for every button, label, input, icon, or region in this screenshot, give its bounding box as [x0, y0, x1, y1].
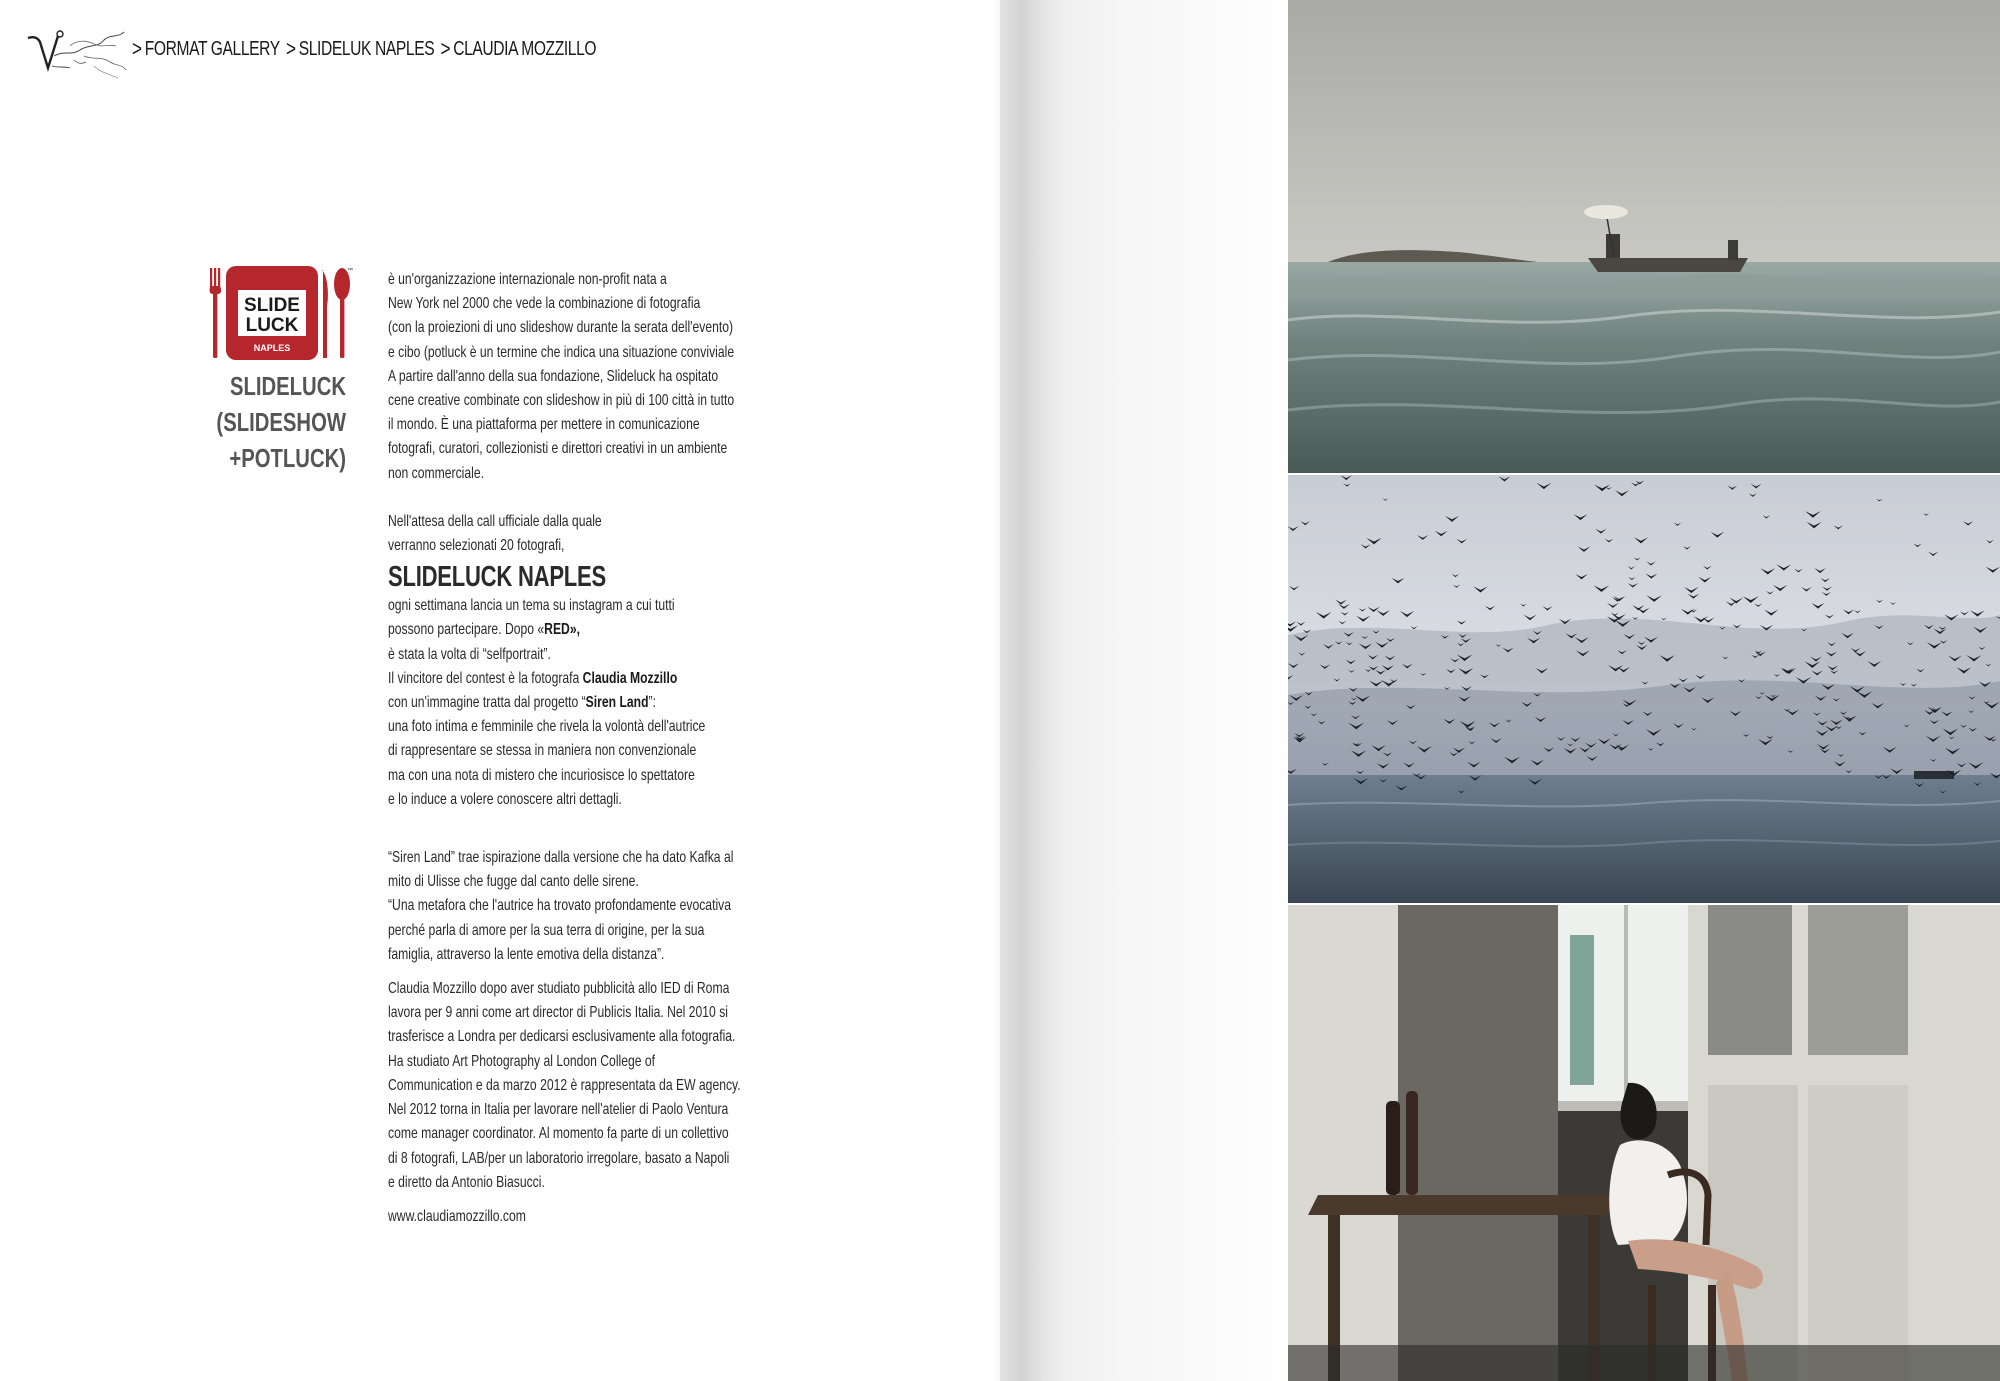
project-name: Siren Land [585, 694, 649, 712]
bio-line: come manager coordinator. Al momento fa parte di un collettivo [388, 1125, 729, 1143]
bio-line: Claudia Mozzillo dopo aver studiato pubblicità allo IED di Roma [388, 980, 730, 998]
bio-line: lavora per 9 anni come art director di Publicis Italia. Nel 2010 si [388, 1004, 728, 1022]
breadcrumb-separator: > [132, 36, 142, 61]
breadcrumb-item-slideluk-naples[interactable]: SLIDELUK NAPLES [298, 37, 435, 60]
contest-line: è stata la volta di “selfportrait”. [388, 645, 551, 663]
breadcrumb-item-format-gallery[interactable]: FORMAT GALLERY [144, 37, 280, 60]
contest-line: una foto intima e femminile che rivela la volontà dell'autrice [388, 718, 706, 736]
slideluck-heading-line: +POTLUCK) [229, 443, 346, 473]
bio-line: Ha studiato Art Photography al London College of [388, 1052, 656, 1070]
intro-line: il mondo. È una piattaforma per mettere in comunicazione [388, 416, 700, 434]
breadcrumb [132, 36, 602, 62]
contest-line: con un'immagine tratta dal progetto “Siren Land”: [388, 694, 656, 712]
intro-line: è un'organizzazione internazionale non-profit nata a [388, 271, 667, 288]
slideluck-logo-tm: ™ [347, 268, 353, 274]
contest-line: ogni settimana lancia un tema su instagram a cui tutti [388, 597, 675, 615]
contest-line: e lo induce a volere conoscere altri dettagli. [388, 790, 622, 808]
siren-line: famiglia, attraverso la lente emotiva della distanza”. [388, 945, 665, 963]
slideluck-logo [208, 266, 356, 362]
slideluck-logo-line1: SLIDE [244, 295, 300, 316]
bio-line: e diretto da Antonio Biasucci. [388, 1173, 545, 1191]
page-gutter [992, 0, 1066, 1381]
intro-line: non commerciale. [388, 464, 484, 482]
website-link[interactable]: www.claudiamozzillo.com [388, 1207, 526, 1225]
breadcrumb-separator: > [285, 36, 296, 61]
slideluck-heading-line: SLIDELUCK [229, 371, 346, 401]
call-line: verranno selezionati 20 fotografi, [388, 537, 565, 555]
subhead-slideluck-naples: SLIDELUCK NAPLES [388, 561, 607, 594]
intro-line: A partire dall'anno della sua fondazione, Slideluck ha ospitato [388, 367, 719, 385]
article-body [388, 268, 798, 1229]
bio-line: Nel 2012 torna in Italia per lavorare nell'atelier di Paolo Ventura [388, 1101, 729, 1119]
intro-line: New York nel 2000 che vede la combinazione di fotografia [388, 295, 701, 313]
winner-name: Claudia Mozzillo [582, 669, 678, 687]
bio-line: Communication e da marzo 2012 è rappresentata da EW agency. [388, 1076, 741, 1094]
contest-line: di rappresentare se stessa in maniera non convenzionale [388, 742, 697, 760]
slideluck-heading-line: (SLIDESHOW [216, 407, 346, 437]
photo-birds-sea [1288, 475, 2000, 903]
red-theme: RED», [544, 621, 580, 639]
photo-sea-boat [1288, 0, 2000, 473]
contest-line: possono partecipare. Dopo «RED», [388, 621, 580, 639]
intro-line: (con la proiezioni di uno slideshow durante la serata dell'evento) [388, 319, 734, 337]
intro-line: cene creative combinate con slideshow in più di 100 città in tutto [388, 392, 735, 410]
siren-line: “Una metafora che l'autrice ha trovato profondamente evocativa [388, 897, 731, 915]
bio-line: di 8 fotografi, LAB/per un laboratorio irregolare, basato a Napoli [388, 1149, 730, 1167]
magazine-logo [24, 26, 128, 82]
breadcrumb-separator: > [440, 36, 451, 61]
intro-line: fotografi, curatori, collezionisti e direttori creativi in un ambiente [388, 440, 728, 458]
siren-line: “Siren Land” trae ispirazione dalla versione che ha dato Kafka al [388, 849, 734, 867]
contest-line: Il vincitore del contest è la fotografa Claudia Mozzillo [388, 669, 678, 687]
photo-woman-window [1288, 905, 2000, 1381]
siren-line: perché parla di amore per la sua terra di origine, per la sua [388, 921, 705, 939]
contest-line: ma con una nota di mistero che incuriosisce lo spettatore [388, 766, 695, 784]
slideluck-logo-city: NAPLES [253, 343, 291, 353]
call-line: Nell'attesa della call ufficiale dalla quale [388, 512, 602, 530]
siren-line: mito di Ulisse che fugge dal canto delle sirene. [388, 873, 639, 891]
breadcrumb-item-claudia-mozzillo[interactable]: CLAUDIA MOZZILLO [453, 37, 597, 60]
intro-line: e cibo (potluck è un termine che indica una situazione conviviale [388, 343, 735, 361]
bio-line: trasferisce a Londra per dedicarsi esclusivamente alla fotografia. [388, 1028, 736, 1046]
slideluck-logo-line2: LUCK [245, 315, 299, 336]
slideluck-heading [193, 368, 346, 476]
